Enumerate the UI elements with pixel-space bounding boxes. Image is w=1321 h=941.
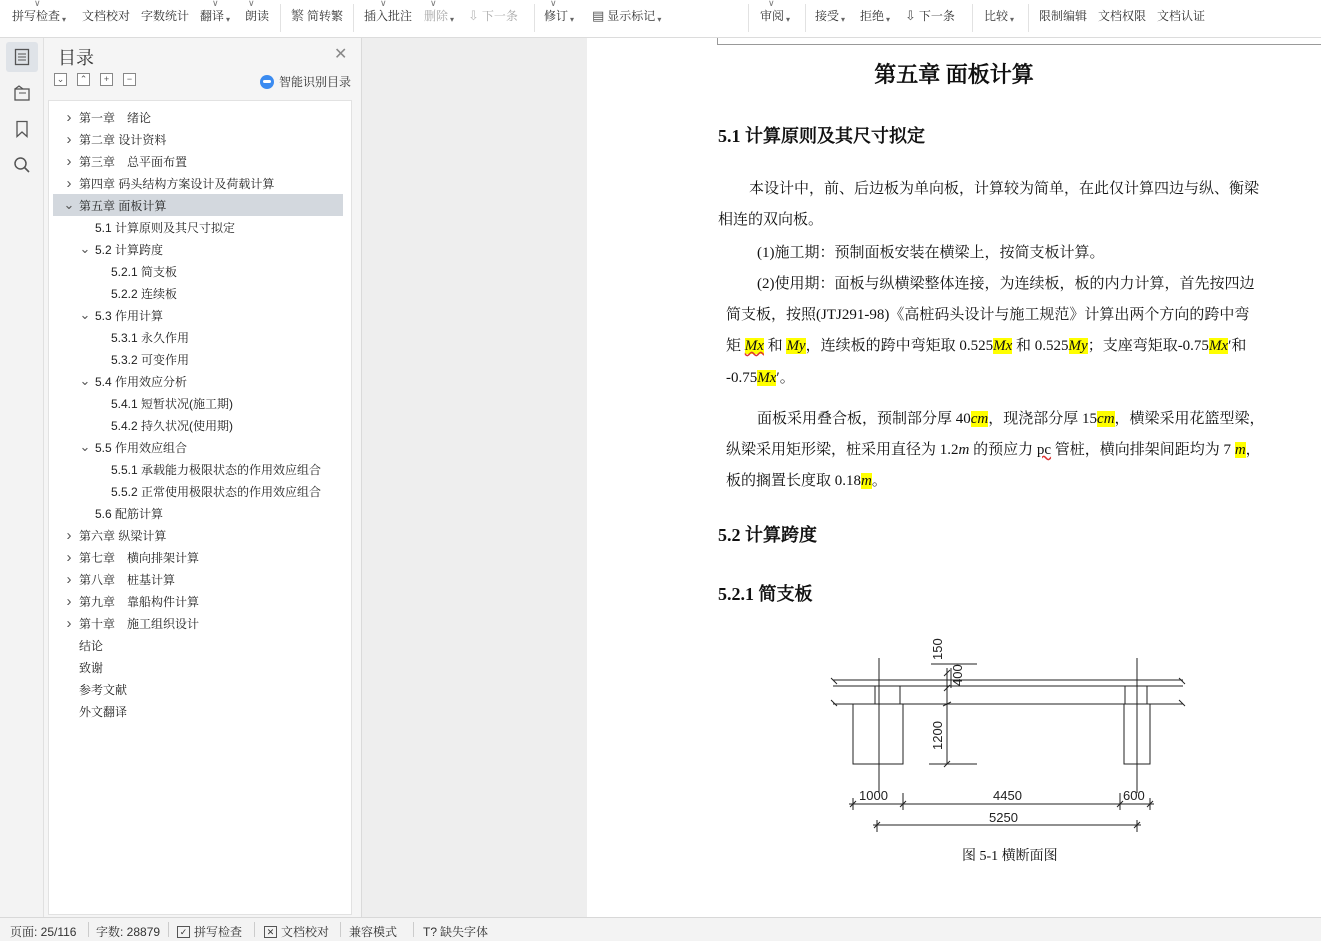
dim-5250: 5250 (989, 810, 1018, 825)
toc-item-label: 第五章 面板计算 (79, 198, 167, 213)
next-comment-button[interactable]: ⇩ 下一条 (468, 8, 518, 23)
document-area (362, 38, 1321, 917)
toc-panel (44, 38, 362, 917)
status-bar (0, 917, 1321, 941)
toc-item-label: 第四章 码头结构方案设计及荷载计算 (79, 176, 275, 191)
add-level-icon[interactable]: + (100, 73, 113, 86)
font-warning-icon: T? (423, 924, 438, 939)
figure-caption: 图 5-1 横断面图 (962, 849, 1058, 864)
read-aloud-button[interactable]: 朗读 (245, 9, 270, 23)
navigation-icon[interactable] (6, 78, 38, 108)
toc-item-label: 5.5 作用效应组合 (95, 440, 188, 455)
doc-permission-button[interactable]: 文档权限 (1098, 9, 1147, 23)
document-page[interactable] (587, 38, 1321, 917)
review-button[interactable]: 审阅 ▾ (760, 9, 791, 24)
toc-item[interactable] (53, 634, 343, 656)
accept-button[interactable]: 接受 ▾ (815, 9, 846, 24)
dim-400: 400 (950, 664, 965, 686)
toc-item[interactable] (53, 480, 343, 502)
paragraph-line: -0.75Mx′。 (726, 370, 795, 386)
insert-comment-button[interactable]: 插入批注 (364, 9, 413, 23)
dim-1200: 1200 (930, 721, 945, 750)
toc-item-label: 5.4 作用效应分析 (95, 374, 188, 389)
toc-item-label: 结论 (79, 638, 104, 653)
track-changes-button[interactable]: 修订 ▾ (544, 9, 575, 24)
heading-5-2: 5.2 计算跨度 (718, 525, 817, 545)
dim-1000: 1000 (859, 788, 888, 803)
toc-panel-icon[interactable] (6, 42, 38, 72)
toc-item-label: 致谢 (79, 660, 104, 675)
left-icon-bar (0, 38, 44, 917)
show-markup-button[interactable]: ▤ 显示标记 ▾ (592, 8, 662, 24)
toc-item-label: 5.2 计算跨度 (95, 242, 164, 257)
review-icon: ∨ (768, 0, 775, 8)
toc-item-label: 5.2.1 简支板 (111, 264, 178, 279)
word-count[interactable]: 字数: 28879 (96, 925, 161, 939)
toc-item-label: 5.1 计算原则及其尺寸拟定 (95, 220, 236, 235)
heading-5-2-1: 5.2.1 简支板 (718, 584, 813, 604)
toc-item-label: 5.4.1 短暂状况(施工期) (111, 396, 234, 411)
read-aloud-icon: ∨ (248, 0, 255, 8)
expand-all-icon[interactable]: ⌃ (77, 73, 90, 86)
toc-item-label: 5.5.1 承载能力极限状态的作用效应组合 (111, 462, 322, 477)
chevron-down-icon[interactable]: ⌄ (79, 241, 91, 256)
toc-item[interactable] (53, 502, 343, 524)
toc-item-label: 参考文献 (79, 682, 128, 697)
toc-item[interactable] (53, 458, 343, 480)
markup-icon: ▤ (592, 8, 605, 23)
paragraph-line: 相连的双向板。 (718, 212, 824, 228)
paragraph-line: 简支板，按照(JTJ291-98)《高桩码头设计与施工规范》计算出两个方向的跨中弯 (726, 307, 1250, 323)
bookmark-icon[interactable] (6, 114, 38, 144)
proofread-box-icon: ✕ (264, 926, 277, 938)
toc-item[interactable] (53, 282, 343, 304)
chapter-title: 第五章 面板计算 (874, 62, 1034, 87)
paragraph-line: 本设计中，前、后边板为单向板，计算较为简单，在此仅计算四边与纵、衡梁 (749, 181, 1260, 197)
chevron-right-icon[interactable]: › (66, 152, 72, 170)
toc-item[interactable] (53, 546, 343, 568)
toc-item[interactable] (53, 568, 343, 590)
chevron-right-icon[interactable]: › (66, 108, 72, 126)
reject-button[interactable]: 拒绝 ▾ (860, 9, 891, 24)
next-arrow-icon: ⇩ (468, 8, 479, 23)
missing-font-status[interactable]: T? 缺失字体 (423, 924, 489, 939)
toc-item[interactable] (53, 106, 343, 128)
search-icon[interactable] (6, 150, 38, 180)
chevron-down-icon[interactable]: ⌄ (79, 439, 91, 454)
page-indicator[interactable]: 页面: 25/116 (10, 925, 77, 939)
chevron-right-icon[interactable]: › (66, 614, 72, 632)
compare-button[interactable]: 比较 ▾ (984, 9, 1015, 24)
chevron-down-icon[interactable]: ⌄ (63, 197, 75, 212)
toc-tree (48, 100, 352, 915)
toc-item[interactable] (53, 216, 343, 238)
toc-item-label: 外文翻译 (79, 704, 128, 719)
chevron-right-icon[interactable]: › (66, 174, 72, 192)
next-change-icon: ⇩ (905, 8, 916, 23)
paragraph-line: 板的搁置长度取 0.18m。 (726, 473, 887, 489)
ribbon-toolbar (0, 0, 1321, 38)
proofread-status[interactable]: ✕ 文档校对 (264, 923, 329, 940)
toc-item-label: 第三章 总平面布置 (79, 154, 188, 169)
toc-item[interactable] (53, 304, 343, 326)
paragraph-line: 矩 Mx 和 My，连续板的跨中弯矩取 0.525Mx 和 0.525My；支座弯矩取-0.75Mx′和 (726, 338, 1247, 354)
toc-item[interactable] (53, 700, 343, 722)
toc-item[interactable] (53, 370, 343, 392)
paragraph-line: 纵梁采用矩形梁，桩采用直径为 1.2m 的预应力 pc 管桩，横向排架间距均为 7 m， (726, 442, 1261, 458)
toc-item-label: 第二章 设计资料 (79, 132, 167, 147)
word-count-button[interactable]: 字数统计 (141, 9, 190, 23)
toc-item-label: 第一章 绪论 (79, 110, 152, 125)
toc-item-label: 5.3 作用计算 (95, 308, 164, 323)
toc-item[interactable] (53, 590, 343, 612)
toc-item[interactable] (53, 656, 343, 678)
chevron-right-icon[interactable]: › (66, 592, 72, 610)
paragraph-line: 面板采用叠合板，预制部分厚 40cm，现浇部分厚 15cm，横梁采用花篮型梁， (757, 411, 1265, 427)
toc-item-label: 第七章 横向排架计算 (79, 550, 200, 565)
spell-check-icon: ∨ (34, 0, 41, 8)
remove-level-icon[interactable]: − (123, 73, 136, 86)
insert-comment-icon: ∨ (380, 0, 387, 8)
toc-item[interactable] (53, 326, 343, 348)
chevron-down-icon[interactable]: ⌄ (79, 307, 91, 322)
toc-item[interactable] (53, 260, 343, 282)
chevron-right-icon[interactable]: › (66, 570, 72, 588)
toc-item[interactable] (53, 172, 343, 194)
track-changes-icon: ∨ (550, 0, 557, 8)
toc-item[interactable] (53, 678, 343, 700)
spell-check-status[interactable]: ✓ 拼写检查 (177, 923, 242, 940)
restrict-edit-button[interactable]: 限制编辑 (1039, 9, 1088, 23)
translate-button[interactable]: 翻译 ▾ (200, 9, 231, 24)
simp-to-trad-button[interactable]: 繁 简转繁 (291, 0, 343, 36)
toc-item-label: 5.4.2 持久状况(使用期) (111, 418, 234, 433)
toc-item-label: 第十章 施工组织设计 (79, 616, 200, 631)
toc-item[interactable] (53, 128, 343, 150)
paragraph-line: (1)施工期：预制面板安装在横梁上，按简支板计算。 (757, 245, 1105, 261)
trad-chinese-icon: 繁 (291, 8, 305, 23)
toc-item[interactable] (53, 348, 343, 370)
toc-item[interactable] (53, 414, 343, 436)
delete-comment-icon: ∨ (430, 0, 437, 8)
toc-item-label: 5.6 配筋计算 (95, 506, 164, 521)
toc-item-label: 5.3.2 可变作用 (111, 352, 190, 367)
doc-proofread-button[interactable]: 文档校对 (82, 9, 131, 23)
paragraph-line: (2)使用期：面板与纵横梁整体连接，为连续板，板的内力计算，首先按四边 (757, 276, 1255, 292)
toc-item[interactable] (53, 150, 343, 172)
heading-5-1: 5.1 计算原则及其尺寸拟定 (718, 126, 925, 146)
chevron-right-icon[interactable]: › (66, 548, 72, 566)
toc-title: 目录 (58, 48, 94, 68)
toc-item[interactable] (53, 238, 343, 260)
toc-item-label: 5.5.2 正常使用极限状态的作用效应组合 (111, 484, 322, 499)
translate-icon: ∨ (212, 0, 219, 8)
toc-item-label: 第九章 靠船构件计算 (79, 594, 200, 609)
dim-4450: 4450 (993, 788, 1022, 803)
chevron-right-icon[interactable]: › (66, 130, 72, 148)
spell-check-button[interactable]: 拼写检查 ▾ (12, 9, 67, 24)
toc-item-label: 第八章 桩基计算 (79, 572, 176, 587)
toc-item[interactable] (53, 194, 343, 216)
next-change-button[interactable]: ⇩ 下一条 (905, 8, 955, 23)
dim-150: 150 (930, 638, 945, 660)
spell-check-box-icon: ✓ (177, 926, 190, 938)
chevron-right-icon[interactable]: › (66, 526, 72, 544)
dim-600: 600 (1123, 788, 1145, 803)
toc-item[interactable] (53, 392, 343, 414)
collapse-all-icon[interactable]: ⌄ (54, 73, 67, 86)
toc-item-label: 5.2.2 连续板 (111, 286, 178, 301)
toc-item[interactable] (53, 436, 343, 458)
close-icon[interactable]: ✕ (334, 46, 348, 63)
smart-ai-icon (260, 75, 274, 89)
toc-item[interactable] (53, 612, 343, 634)
chevron-down-icon[interactable]: ⌄ (79, 373, 91, 388)
toc-item-label: 5.3.1 永久作用 (111, 330, 190, 345)
cross-section-figure (827, 628, 1197, 838)
doc-certify-button[interactable]: 文档认证 (1157, 9, 1206, 23)
delete-comment-button[interactable]: 删除 ▾ (424, 9, 455, 24)
toc-item[interactable] (53, 524, 343, 546)
smart-toc-button[interactable]: 智能识别目录 (260, 73, 351, 90)
compat-mode[interactable]: 兼容模式 (349, 925, 398, 939)
toc-item-label: 第六章 纵梁计算 (79, 528, 167, 543)
